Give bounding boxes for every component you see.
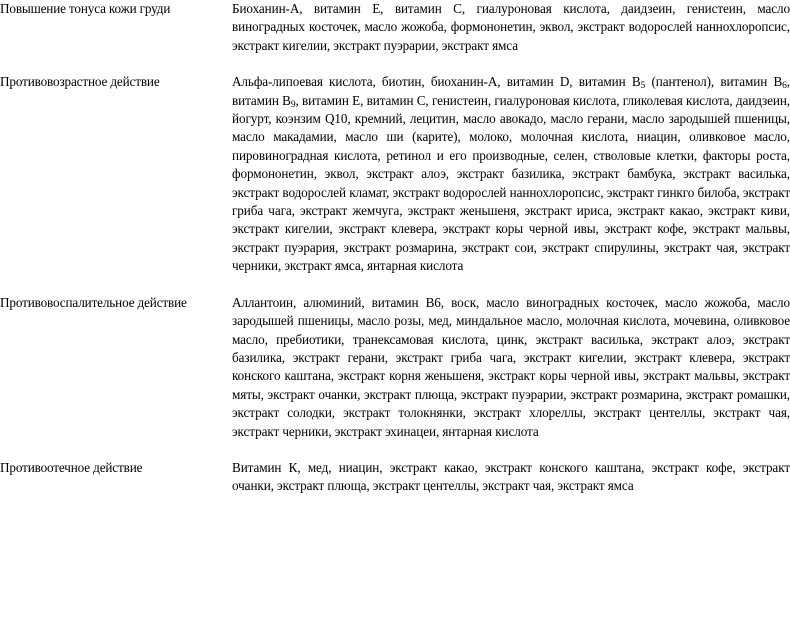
effect-label: Противовоспалительное действие [0,294,187,310]
ingredients-list: Витамин К, мед, ниацин, экстракт какао, экстракт конского каштана, экстракт кофе, экстракт очанки, экстракт плюща, экстракт центеллы, экстракт чая, экстракт ямса [232,459,790,494]
effect-label: Противоотечное действие [0,459,143,475]
ingredients-cell [232,459,790,514]
table-row [0,459,790,514]
effect-cell [0,459,232,514]
ingredients-cell [232,0,790,73]
effect-cell [0,294,232,459]
table-row [0,73,790,293]
ingredients-cell [232,73,790,293]
ingredients-list: Аллантоин, алюминий, витамин B6, воск, масло виноградных косточек, масло жожоба, масло зародышей пшеницы, масло розы, мед, миндальное масло, молочная кислота, мочевина, оливковое масло, пребиотики, транексамовая кислота, цинк, экстракт василька, экстракт алоэ, экстракт базилика, экстракт герани, экстракт гриба чага, экстракт кигелии, экстракт клевера, экстракт конского каштана, экстракт корня женьшеня, экстракт коры черной ивы, экстракт мальвы, экстракт мяты, экстракт очанки, экстракт плюща, экстракт пуэрарии, экстракт розмарина, экстракт ромашки, экстракт солодки, экстракт толокнянки, экстракт хлореллы, экстракт центеллы, экстракт чая, экстракт черники, экстракт эхинацеи, янтарная кислота [232,294,790,439]
effect-label: Повышение тонуса кожи груди [0,1,171,16]
effect-label: Противовозрастное действие [0,74,160,90]
table-row [0,294,790,459]
table-row [0,0,790,73]
effect-cell [0,0,232,73]
effect-cell [0,73,232,293]
ingredients-list: Альфа-липоевая кислота, биотин, биоханин-А, витамин D, витамин $B_5$ (пантенол), витамин $B_6$, витамин $B_9$, витамин Е, витамин С, генистеин, гиалуроновая кислота, гликолевая кислота, даидзеин, йогурт, коэнзим Q10, кремний, лецитин, масло авокадо, масло герани, масло зародышей пшеницы, масло макадамии, масло ши (карите), молоко, молочная кислота, ниацин, оливковое масло, пировиноградная кислота, ретинол и его производные, селен, стволовые клетки, факторы роста, формононетин, эквол, экстракт алоэ, экстракт базилика, экстракт бамбука, экстракт василька, экстракт водорослей кламат, экстракт водорослей наннохлоропсис, экстракт гинкго билоба, экстракт гриба чага, экстракт жемчуга, экстракт женьшеня, экстракт ириса, экстракт какао, экстракт киви, экстракт кигелии, экстракт клевера, экстракт коры черной ивы, экстракт кофе, экстракт мальвы, экстракт пуэрария, экстракт розмарина, экстракт сои, экстракт спирулины, экстракт чая, экстракт черники, экстракт ямса, янтарная кислота [232,74,790,274]
ingredients-list: Биоханин-А, витамин Е, витамин С, гиалуроновая кислота, даидзеин, генистеин, масло виноградных косточек, масло жожоба, формононетин, эквол, экстракт водорослей наннохлоропсис, экстракт кигелии, экстракт пуэрарии, экстракт ямса [232,1,790,53]
ingredients-cell [232,294,790,459]
